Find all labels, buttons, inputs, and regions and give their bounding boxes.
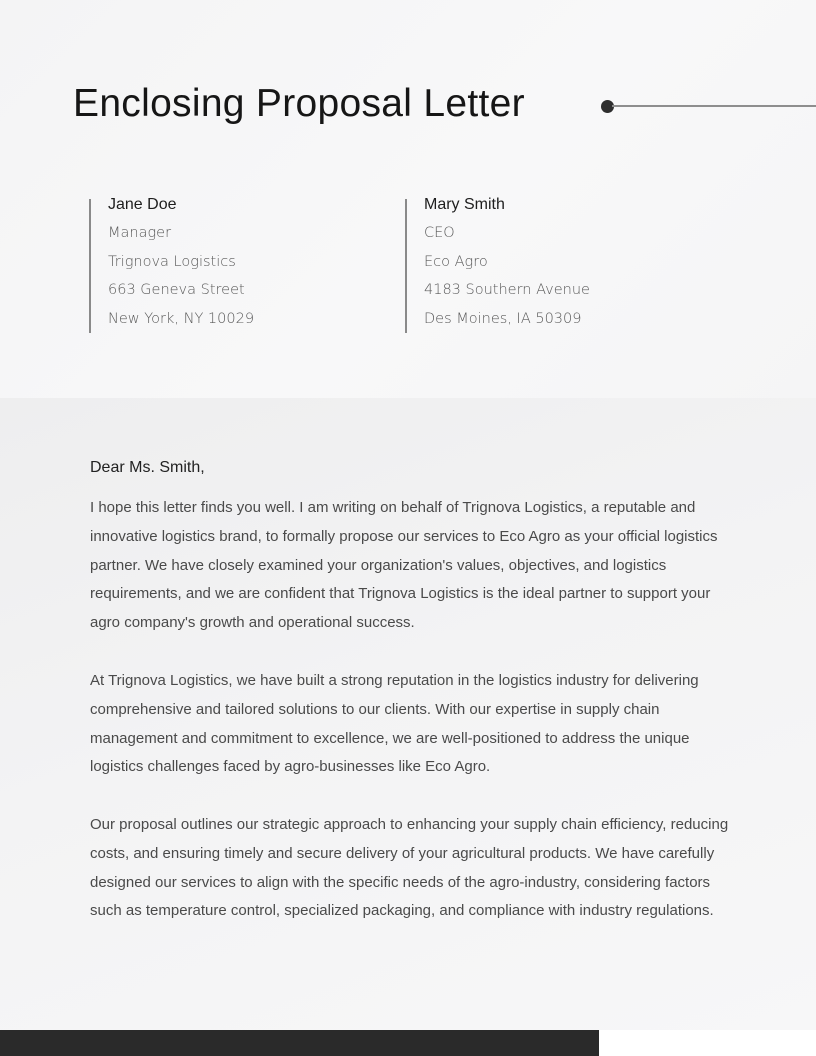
letter-paragraph-3: Our proposal outlines our strategic approach to enhancing your supply chain efficiency, reducing costs, and ensuring timely and secure delivery of your agricultural products. We have carefully designed our services to align with the specific needs of the agro-industry, considering factors such as temperature control, specialized packaging, and compliance with industry regulations.	[90, 816, 729, 920]
sender-company: Trignova Logistics	[108, 253, 236, 270]
letter-paragraph-2: At Trignova Logistics, we have built a strong reputation in the logistics industry for delivering comprehensive and tailored solutions to our clients. With our expertise in supply chain management and commitment to excellence, we are well-positioned to address the unique logistics challenges faced by agro-businesses like Eco Agro.	[90, 672, 699, 776]
recipient-block	[405, 196, 724, 333]
sender-name: Jane Doe	[108, 196, 177, 213]
recipient-title: CEO	[424, 225, 455, 241]
letter-paragraph-1: I hope this letter finds you well. I am writing on behalf of Trignova Logistics, a reputable and innovative logistics brand, to formally propose our services to Eco Agro as your official logistics partner. We have closely examined your organization's values, objectives, and logistics requirements, and we are confident that Trignova Logistics is the ideal partner to support your agro company's growth and operational success.	[90, 499, 718, 632]
footer-corner	[599, 1030, 816, 1056]
recipient-street: 4183 Southern Avenue	[424, 282, 590, 299]
sender-title: Manager	[108, 225, 172, 241]
document-title: Enclosing Proposal Letter	[73, 82, 525, 125]
sender-street: 663 Geneva Street	[108, 282, 245, 299]
recipient-city: Des Moines, IA 50309	[424, 311, 582, 328]
sender-city: New York, NY 10029	[108, 311, 255, 328]
recipient-company: Eco Agro	[424, 253, 488, 270]
salutation: Dear Ms. Smith,	[90, 459, 205, 476]
recipient-name: Mary Smith	[424, 196, 505, 213]
sender-block	[89, 196, 368, 333]
title-decoration-line	[612, 105, 816, 107]
footer-bar	[0, 1030, 599, 1056]
